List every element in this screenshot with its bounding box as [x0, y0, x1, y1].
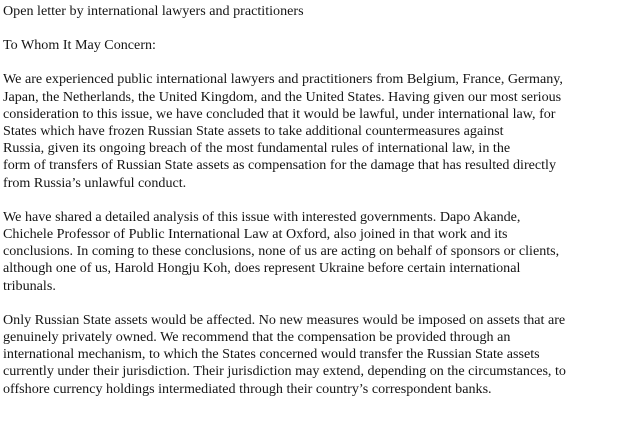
paragraph-3 — [3, 312, 618, 398]
text-line: Chichele Professor of Public International Law at Oxford, also joined in that work and its — [3, 226, 508, 243]
text-line: Russia, given its ongoing breach of the most fundamental rules of international law, in the — [3, 140, 511, 157]
document-title: Open letter by international lawyers and practitioners — [3, 3, 304, 19]
document-body — [3, 3, 618, 398]
text-line: conclusions. In coming to these conclusions, none of us are acting on behalf of sponsors or clients, — [3, 243, 560, 260]
spacer — [3, 54, 618, 71]
text-line: We are experienced public international lawyers and practitioners from Belgium, France, Germany, — [3, 71, 563, 88]
text-line: Japan, the Netherlands, the United Kingdom, and the United States. Having given our most serious — [3, 88, 562, 105]
text-line: offshore currency holdings intermediated through their country’s correspondent banks. — [3, 380, 492, 397]
spacer — [3, 192, 618, 209]
text-line: currently under their jurisdiction. Their jurisdiction may extend, depending on the circumstances, to — [3, 363, 566, 380]
text-line: from Russia’s unlawful conduct. — [3, 174, 187, 191]
text-line: genuinely privately owned. We recommend that the compensation be provided through an — [3, 329, 511, 346]
spacer — [3, 295, 618, 312]
spacer — [3, 20, 618, 37]
paragraph-2 — [3, 209, 618, 295]
text-line: international mechanism, to which the States concerned would transfer the Russian State assets — [3, 346, 540, 363]
salutation: To Whom It May Concern: — [3, 37, 156, 54]
text-line: Only Russian State assets would be affected. No new measures would be imposed on assets that are — [3, 311, 566, 328]
text-line: although one of us, Harold Hongju Koh, does represent Ukraine before certain international — [3, 260, 521, 277]
text-line: We have shared a detailed analysis of this issue with interested governments. Dapo Akande, — [3, 208, 521, 225]
paragraph-1 — [3, 71, 618, 191]
text-line: form of transfers of Russian State assets as compensation for the damage that has resulted directly — [3, 157, 557, 174]
text-line: tribunals. — [3, 277, 56, 294]
text-line: consideration to this issue, we have concluded that it would be lawful, under international law, for — [3, 105, 556, 122]
text-line: States which have frozen Russian State assets to take additional countermeasures against — [3, 123, 504, 140]
